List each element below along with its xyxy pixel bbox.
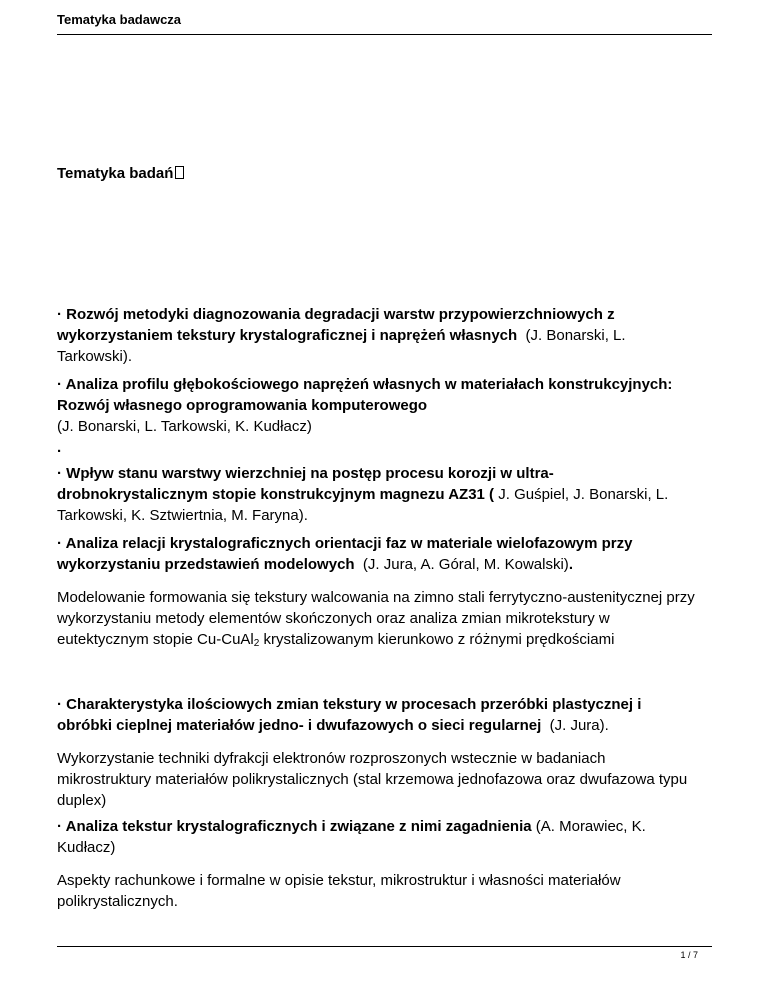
item-title: · Analiza tekstur krystalograficznych i związane z nimi zagadnienia (57, 818, 532, 835)
paragraph-text: krystalizowanym kierunkowo z różnymi prędkościami (259, 631, 615, 648)
paragraph-text: Modelowanie formowania się tekstury walcowania na zimno stali ferrytyczno-austenitycznej przy wykorzystaniu metody elementów skończonych oraz analiza zmian mikrotekstury w eutektycznym stopie Cu-CuAl (57, 589, 695, 648)
item-authors: (A. Morawiec, K. Kudłacz) (57, 818, 646, 856)
item-dot: . (57, 439, 62, 456)
item-title: · Rozwój metodyki diagnozowania degradacji warstw przypowierzchniowych z wykorzystaniem tekstury krystalograficznej i naprężeń własnych (57, 306, 615, 344)
item-title: · Wpływ stanu warstwy wierzchniej na postęp procesu korozji w ultra-drobnokrystalicznym stopie konstrukcyjnym magnezu AZ31 ( (57, 465, 554, 503)
paragraph-modelowanie (57, 587, 697, 654)
research-item-1 (57, 304, 697, 367)
item-authors: (J. Jura, A. Góral, M. Kowalski) (362, 556, 569, 573)
item-authors: J. Guśpiel, J. Bonarski, L. Tarkowski, K. Sztwiertnia, M. Faryna). (57, 486, 669, 524)
subscript: 2 (253, 638, 260, 649)
paragraph-dyfrakcja (57, 748, 697, 811)
research-item-5 (57, 694, 697, 736)
research-item-4 (57, 533, 697, 575)
paragraph-text: Aspekty rachunkowe i formalne w opisie tekstur, mikrostruktur i własności materiałów polikrystalicznych. (57, 872, 621, 910)
item-title: · Analiza relacji krystalograficznych orientacji faz w materiale wielofazowym przy wykorzystaniu przedstawień modelowych (57, 535, 633, 573)
item-authors: (J. Jura). (549, 717, 609, 734)
page-number: 1 / 7 (680, 950, 698, 960)
header-title: Tematyka badawcza (57, 12, 182, 27)
paragraph-aspekty (57, 870, 697, 912)
research-item-6 (57, 816, 697, 858)
missing-glyph-icon (175, 166, 184, 179)
item-title: · Analiza profilu głębokościowego naprężeń własnych w materiałach konstrukcyjnych: Rozwój własnego oprogramowania komputerowego (57, 376, 673, 414)
research-item-2 (57, 374, 697, 458)
item-authors: (J. Bonarski, L. Tarkowski). (57, 327, 626, 365)
header-divider (57, 34, 712, 35)
item-title: · Charakterystyka ilościowych zmian tekstury w procesach przeróbki plastycznej i obróbki cieplnej materiałów jedno- i dwufazowych o sieci regularnej (57, 696, 642, 734)
item-authors: (J. Bonarski, L. Tarkowski, K. Kudłacz) (57, 418, 312, 435)
section-title (57, 165, 184, 182)
item-tail: . (568, 556, 573, 573)
research-item-3 (57, 463, 697, 526)
footer-divider (57, 946, 712, 947)
section-title-text: Tematyka badań (57, 165, 174, 182)
paragraph-text: Wykorzystanie techniki dyfrakcji elektronów rozproszonych wstecznie w badaniach mikrostruktury materiałów polikrystalicznych (stal krzemowa jednofazowa oraz dwufazowa typu duplex) (57, 750, 688, 809)
